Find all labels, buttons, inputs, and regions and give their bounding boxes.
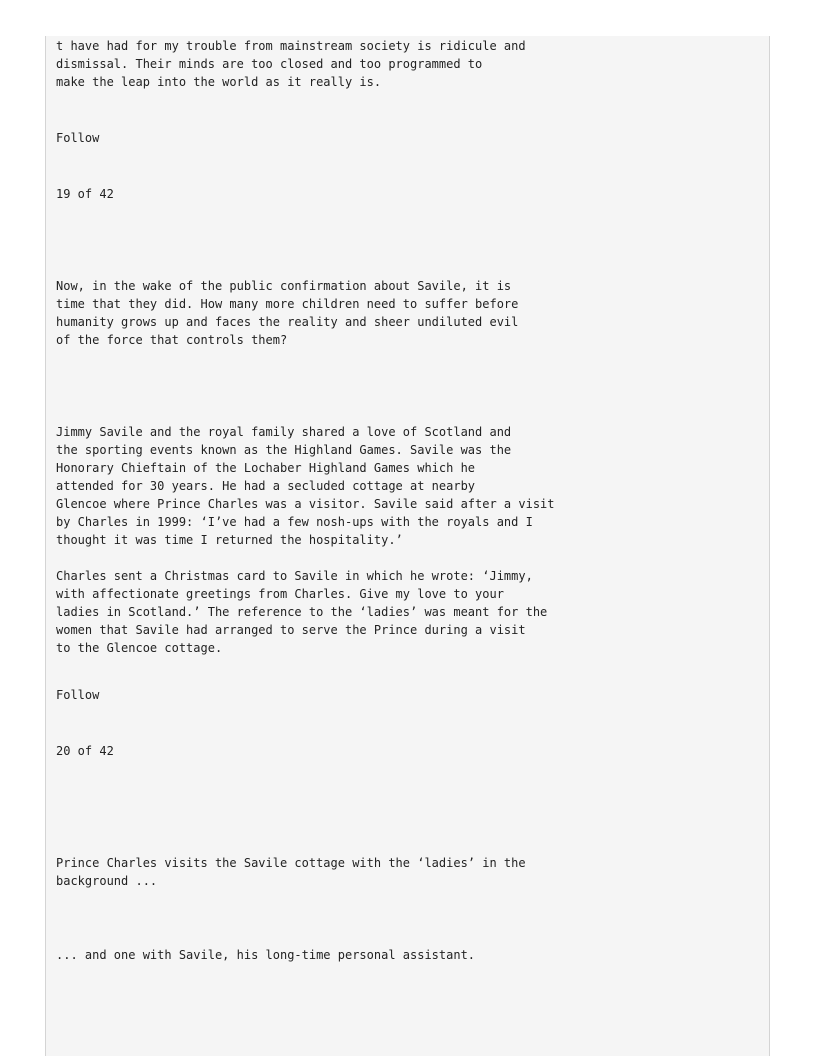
paragraph-line: with affectionate greetings from Charles. Give my love to your: [56, 587, 504, 601]
paragraph-line: of the force that controls them?: [56, 333, 288, 347]
intro-paragraph-line: dismissal. Their minds are too closed and too programmed to: [56, 57, 483, 71]
paragraph-line: Charles sent a Christmas card to Savile in which he wrote: ‘Jimmy,: [56, 569, 533, 583]
paragraph-line: time that they did. How many more children need to suffer before: [56, 297, 519, 311]
paragraph-line: humanity grows up and faces the reality and sheer undiluted evil: [56, 315, 519, 329]
paragraph-line: to the Glencoe cottage.: [56, 641, 223, 655]
paragraph-line: attended for 30 years. He had a secluded cottage at nearby: [56, 479, 476, 493]
paragraph-line: women that Savile had arranged to serve the Prince during a visit: [56, 623, 526, 637]
paragraph-line: thought it was time I returned the hospitality.’: [56, 533, 403, 547]
slide-counter: 19 of 42: [56, 187, 114, 201]
follow-link[interactable]: Follow: [56, 131, 100, 145]
follow-link[interactable]: Follow: [56, 688, 100, 702]
slide-counter: 20 of 42: [56, 744, 114, 758]
image-caption-line: Prince Charles visits the Savile cottage with the ‘ladies’ in the: [56, 856, 526, 870]
paragraph-line: Jimmy Savile and the royal family shared a love of Scotland and: [56, 425, 512, 439]
image-caption: ... and one with Savile, his long-time personal assistant.: [56, 948, 476, 962]
paragraph-line: Now, in the wake of the public confirmation about Savile, it is: [56, 279, 512, 293]
intro-paragraph-line: make the leap into the world as it really is.: [56, 75, 382, 89]
paragraph-line: Glencoe where Prince Charles was a visitor. Savile said after a visit: [56, 497, 555, 511]
image-caption-line: background ...: [56, 874, 158, 888]
paragraph-line: Honorary Chieftain of the Lochaber Highland Games which he: [56, 461, 476, 475]
paragraph-line: by Charles in 1999: ‘I’ve had a few nosh-ups with the royals and I: [56, 515, 533, 529]
document-page: [45, 36, 770, 1056]
intro-paragraph-line: t have had for my trouble from mainstream society is ridicule and: [56, 39, 526, 53]
paragraph-line: the sporting events known as the Highland Games. Savile was the: [56, 443, 512, 457]
paragraph-line: ladies in Scotland.’ The reference to the ‘ladies’ was meant for the: [56, 605, 548, 619]
